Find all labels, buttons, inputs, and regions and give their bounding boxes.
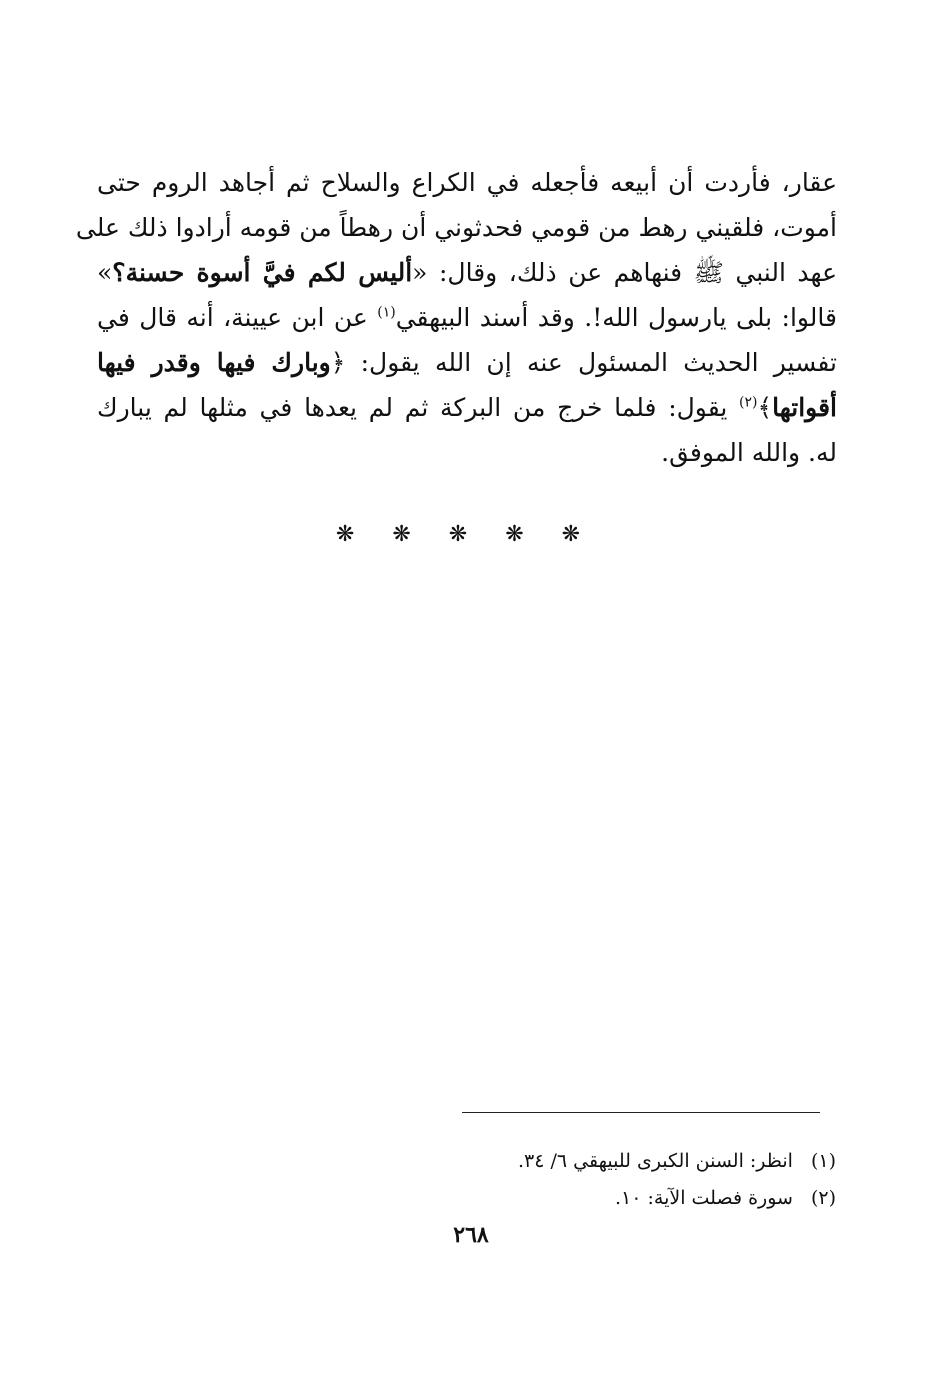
footnote-text: انظر: السنن الكبرى للبيهقي ٦/ ٣٤. [517,1150,793,1172]
text-segment: أموت، فلقيني رهط من قومي فحدثوني أن رهطاً من قومه أرادوا ذلك على [75,213,837,242]
footnote-number: (٢) [810,1187,836,1209]
quran-verse-end: أقواتها [772,393,837,422]
asterism-icon: ❋ [392,522,437,547]
text-segment: عهد النبي ﷺ فنهاهم عن ذلك، وقال: « [412,258,837,287]
text-segment: عقار، فأردت أن أبيعه فأجعله في الكراع والسلاح ثم أجاهد الروم حتى [97,168,837,197]
hadith-quote: أليس لكم فيَّ أسوة حسنة؟ [112,258,413,287]
quran-verse: وبارك فيها وقدر فيها [97,348,331,377]
footnote-1 [400,1143,836,1180]
text-line-1 [97,160,837,205]
text-line-4 [97,295,837,340]
main-text [75,160,838,475]
asterism-icon: ❋ [505,522,550,547]
footnote-divider [462,1112,820,1113]
text-segment: تفسير الحديث المسئول عنه إن الله يقول: ﴿ [330,348,838,377]
footnote-2 [400,1180,836,1217]
footnote-ref-2: (٢) [739,394,758,411]
text-line-2 [75,205,837,250]
text-line-5 [97,340,837,385]
footnotes [400,1143,836,1217]
text-line-3 [97,250,837,295]
text-segment: له. والله الموفق. [661,438,837,467]
text-line-7 [97,430,837,475]
text-segment: عن ابن عيينة، أنه قال في [97,303,378,332]
section-separator [0,522,942,547]
footnote-ref-1: (١) [377,304,396,321]
text-line-6 [97,385,837,430]
page-number: ٢٦٨ [453,1222,489,1248]
asterism-icon: ❋ [561,522,607,547]
text-segment: يقول: فلما خرج من البركة ثم لم يعدها في مثلها لم يبارك [97,393,740,422]
footnote-number: (١) [810,1150,836,1172]
quote-close: » [97,258,113,287]
asterism-icon: ❋ [335,522,381,547]
verse-bracket: ﴾ [757,393,773,422]
footnote-text: سورة فصلت الآية: ١٠. [614,1187,793,1209]
asterism-icon: ❋ [448,522,494,547]
text-segment: قالوا: بلى يارسول الله!. وقد أسند البيهقي [395,303,837,332]
